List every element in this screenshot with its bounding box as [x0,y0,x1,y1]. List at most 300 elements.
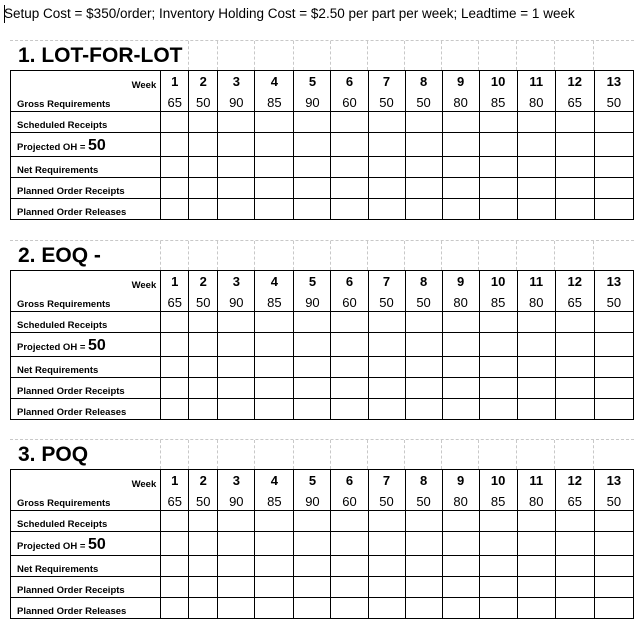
planned-order-releases-cell[interactable] [479,199,517,220]
net-requirements-cell[interactable] [405,556,442,577]
scheduled-receipts-cell[interactable] [555,312,594,333]
net-requirements-cell[interactable] [479,157,517,178]
net-requirements-cell[interactable] [555,556,594,577]
planned-order-releases-cell[interactable] [442,199,479,220]
scheduled-receipts-cell[interactable] [594,112,633,133]
week-number: 6 [331,470,368,491]
planned-order-receipts-cell[interactable] [442,378,479,399]
gross-requirement-cell: 80 [517,91,555,112]
planned-order-receipts-cell[interactable] [218,178,255,199]
gross-requirement-cell: 80 [442,91,479,112]
scheduled-receipts-cell[interactable] [294,511,331,532]
planned-order-receipts-cell[interactable] [479,577,517,598]
net-requirements-cell[interactable] [594,556,633,577]
scheduled-receipts-cell[interactable] [368,312,405,333]
planned-order-receipts-cell[interactable] [405,378,442,399]
week-number: 11 [517,71,555,92]
week-number: 11 [517,470,555,491]
net-requirements-cell[interactable] [594,157,633,178]
planned-order-receipts-label: Planned Order Receipts [11,577,161,598]
projected-oh-label-text: Projected OH = [17,541,89,552]
week-number: 2 [189,271,218,292]
scheduled-receipts-cell[interactable] [594,511,633,532]
projected-on-hand-cell[interactable] [189,133,218,157]
gross-requirements-label: Gross Requirements [11,490,161,511]
net-requirements-cell[interactable] [218,556,255,577]
projected-on-hand-cell[interactable] [331,333,368,357]
planned-order-releases-cell[interactable] [442,598,479,619]
section-title: 2. EOQ - [18,241,105,270]
planned-order-receipts-cell[interactable] [161,577,189,598]
scheduled-receipts-cell[interactable] [189,112,218,133]
week-number: 8 [405,470,442,491]
projected-on-hand-cell[interactable] [517,133,555,157]
planned-order-receipts-cell[interactable] [294,577,331,598]
mrp-section-3 [10,439,634,619]
net-requirements-cell[interactable] [294,357,331,378]
section-title: 3. POQ [18,440,92,469]
week-number: 8 [405,271,442,292]
projected-on-hand-cell[interactable] [218,333,255,357]
planned-order-releases-cell[interactable] [517,598,555,619]
gross-requirement-cell: 50 [405,291,442,312]
gross-requirement-cell: 50 [405,91,442,112]
net-requirements-cell[interactable] [442,556,479,577]
planned-order-releases-cell[interactable] [442,399,479,420]
planned-order-releases-cell[interactable] [294,199,331,220]
planned-order-receipts-cell[interactable] [517,178,555,199]
planned-order-releases-cell[interactable] [517,199,555,220]
scheduled-receipts-label: Scheduled Receipts [11,312,161,333]
planned-order-releases-cell[interactable] [218,399,255,420]
scheduled-receipts-cell[interactable] [255,112,294,133]
gross-requirement-cell: 65 [555,91,594,112]
net-requirements-cell[interactable] [331,157,368,178]
planned-order-releases-cell[interactable] [255,399,294,420]
week-number: 4 [255,470,294,491]
projected-on-hand-cell[interactable] [161,133,189,157]
net-requirements-cell[interactable] [555,357,594,378]
projected-on-hand-cell[interactable] [479,532,517,556]
week-number: 5 [294,470,331,491]
week-number: 1 [161,271,189,292]
planned-order-receipts-cell[interactable] [189,378,218,399]
planned-order-receipts-cell[interactable] [368,178,405,199]
section-title: 1. LOT-FOR-LOT [18,41,186,70]
projected-on-hand-cell[interactable] [405,333,442,357]
gross-requirement-cell: 80 [517,291,555,312]
planned-order-receipts-cell[interactable] [594,577,633,598]
week-number: 2 [189,470,218,491]
projected-on-hand-label [11,333,161,357]
planned-order-receipts-cell[interactable] [218,577,255,598]
scheduled-receipts-cell[interactable] [517,312,555,333]
projected-on-hand-cell[interactable] [368,133,405,157]
net-requirements-cell[interactable] [594,357,633,378]
net-requirements-cell[interactable] [555,157,594,178]
net-requirements-cell[interactable] [479,357,517,378]
projected-on-hand-cell[interactable] [294,333,331,357]
scheduled-receipts-cell[interactable] [331,511,368,532]
planned-order-releases-label: Planned Order Releases [11,598,161,619]
week-number: 4 [255,271,294,292]
scheduled-receipts-cell[interactable] [442,511,479,532]
planned-order-receipts-label: Planned Order Receipts [11,378,161,399]
planned-order-releases-cell[interactable] [479,598,517,619]
net-requirements-cell[interactable] [368,556,405,577]
gross-requirement-cell: 80 [442,490,479,511]
planned-order-releases-cell[interactable] [479,399,517,420]
gross-requirement-cell: 85 [255,91,294,112]
planned-order-receipts-cell[interactable] [331,178,368,199]
gross-requirement-cell: 50 [594,490,633,511]
net-requirements-cell[interactable] [189,556,218,577]
mrp-table [10,469,634,619]
net-requirements-cell[interactable] [189,357,218,378]
projected-on-hand-cell[interactable] [161,333,189,357]
gross-requirement-cell: 50 [368,91,405,112]
mrp-table [10,70,634,220]
week-label: Week [11,470,161,491]
net-requirements-cell[interactable] [479,556,517,577]
projected-on-hand-cell[interactable] [218,133,255,157]
projected-on-hand-cell[interactable] [555,133,594,157]
projected-on-hand-cell[interactable] [479,333,517,357]
planned-order-receipts-cell[interactable] [479,178,517,199]
week-number: 8 [405,71,442,92]
planned-order-releases-cell[interactable] [555,598,594,619]
scheduled-receipts-cell[interactable] [255,312,294,333]
planned-order-releases-cell[interactable] [218,598,255,619]
gross-requirement-cell: 65 [555,291,594,312]
week-number: 12 [555,71,594,92]
planned-order-releases-cell[interactable] [189,598,218,619]
net-requirements-cell[interactable] [294,556,331,577]
gross-requirement-cell: 90 [294,91,331,112]
projected-on-hand-cell[interactable] [517,532,555,556]
scheduled-receipts-cell[interactable] [517,112,555,133]
week-number: 7 [368,470,405,491]
mrp-section-2 [10,240,634,420]
planned-order-receipts-cell[interactable] [594,178,633,199]
gross-requirement-cell: 90 [218,91,255,112]
projected-on-hand-cell[interactable] [594,133,633,157]
net-requirements-cell[interactable] [517,157,555,178]
gross-requirement-cell: 50 [594,291,633,312]
net-requirements-label: Net Requirements [11,556,161,577]
projected-on-hand-label [11,133,161,157]
net-requirements-cell[interactable] [218,357,255,378]
gross-requirement-cell: 50 [189,91,218,112]
gross-requirement-cell: 85 [479,291,517,312]
scheduled-receipts-cell[interactable] [479,312,517,333]
week-number: 2 [189,71,218,92]
scheduled-receipts-cell[interactable] [405,112,442,133]
week-number: 9 [442,271,479,292]
projected-on-hand-cell[interactable] [331,133,368,157]
gross-requirement-cell: 80 [517,490,555,511]
planned-order-receipts-cell[interactable] [555,178,594,199]
scheduled-receipts-cell[interactable] [331,112,368,133]
week-number: 5 [294,71,331,92]
mrp-table [10,270,634,420]
initial-on-hand-value: 50 [88,536,106,553]
gross-requirement-cell: 65 [161,291,189,312]
week-number: 9 [442,470,479,491]
planned-order-releases-cell[interactable] [555,399,594,420]
planned-order-releases-cell[interactable] [405,399,442,420]
gross-requirement-cell: 85 [479,490,517,511]
scheduled-receipts-cell[interactable] [161,511,189,532]
scheduled-receipts-label: Scheduled Receipts [11,511,161,532]
planned-order-releases-cell[interactable] [189,199,218,220]
planned-order-releases-cell[interactable] [331,199,368,220]
planned-order-receipts-cell[interactable] [189,178,218,199]
section-title-bar [10,439,634,469]
planned-order-receipts-cell[interactable] [255,577,294,598]
week-number: 9 [442,71,479,92]
net-requirements-cell[interactable] [517,357,555,378]
net-requirements-label: Net Requirements [11,357,161,378]
mrp-section-1 [10,40,634,220]
planned-order-releases-cell[interactable] [255,199,294,220]
gross-requirement-cell: 50 [189,291,218,312]
setup-cost-header: Setup Cost = $350/order; Inventory Holding Cost = $2.50 per part per week; Leadtime = 1 week [4,6,575,21]
projected-on-hand-cell[interactable] [294,532,331,556]
scheduled-receipts-cell[interactable] [368,511,405,532]
net-requirements-cell[interactable] [331,556,368,577]
net-requirements-cell[interactable] [405,357,442,378]
initial-on-hand-value: 50 [88,137,106,154]
planned-order-releases-cell[interactable] [594,399,633,420]
planned-order-releases-cell[interactable] [218,199,255,220]
week-number: 1 [161,470,189,491]
scheduled-receipts-cell[interactable] [405,511,442,532]
net-requirements-cell[interactable] [442,357,479,378]
planned-order-releases-cell[interactable] [405,598,442,619]
planned-order-receipts-cell[interactable] [255,178,294,199]
planned-order-receipts-cell[interactable] [555,577,594,598]
scheduled-receipts-cell[interactable] [517,511,555,532]
net-requirements-cell[interactable] [255,357,294,378]
projected-on-hand-cell[interactable] [368,532,405,556]
net-requirements-cell[interactable] [161,157,189,178]
gross-requirement-cell: 50 [405,490,442,511]
gross-requirement-cell: 60 [331,490,368,511]
scheduled-receipts-cell[interactable] [442,112,479,133]
planned-order-receipts-cell[interactable] [368,577,405,598]
net-requirements-cell[interactable] [161,357,189,378]
week-number: 3 [218,271,255,292]
projected-on-hand-cell[interactable] [479,133,517,157]
projected-on-hand-cell[interactable] [255,333,294,357]
scheduled-receipts-cell[interactable] [161,112,189,133]
gross-requirements-label: Gross Requirements [11,91,161,112]
gross-requirement-cell: 90 [218,291,255,312]
week-label: Week [11,271,161,292]
net-requirements-cell[interactable] [405,157,442,178]
planned-order-receipts-cell[interactable] [368,378,405,399]
projected-on-hand-cell[interactable] [442,333,479,357]
gross-requirement-cell: 90 [294,291,331,312]
projected-on-hand-cell[interactable] [555,333,594,357]
week-number: 12 [555,271,594,292]
planned-order-receipts-cell[interactable] [189,577,218,598]
week-number: 7 [368,71,405,92]
net-requirements-cell[interactable] [218,157,255,178]
net-requirements-cell[interactable] [368,357,405,378]
planned-order-releases-cell[interactable] [555,199,594,220]
planned-order-receipts-cell[interactable] [255,378,294,399]
projected-on-hand-cell[interactable] [331,532,368,556]
projected-on-hand-cell[interactable] [405,133,442,157]
planned-order-releases-cell[interactable] [255,598,294,619]
projected-on-hand-cell[interactable] [294,133,331,157]
projected-on-hand-cell[interactable] [594,532,633,556]
planned-order-receipts-cell[interactable] [405,178,442,199]
week-number: 3 [218,470,255,491]
projected-on-hand-cell[interactable] [189,532,218,556]
planned-order-receipts-cell[interactable] [294,378,331,399]
gross-requirement-cell: 60 [331,291,368,312]
planned-order-receipts-cell[interactable] [442,577,479,598]
projected-on-hand-cell[interactable] [405,532,442,556]
scheduled-receipts-cell[interactable] [479,511,517,532]
scheduled-receipts-cell[interactable] [555,112,594,133]
planned-order-releases-cell[interactable] [161,399,189,420]
week-number: 4 [255,71,294,92]
planned-order-releases-cell[interactable] [368,399,405,420]
net-requirements-cell[interactable] [331,357,368,378]
planned-order-releases-cell[interactable] [161,199,189,220]
scheduled-receipts-cell[interactable] [294,312,331,333]
scheduled-receipts-cell[interactable] [368,112,405,133]
planned-order-releases-cell[interactable] [368,598,405,619]
gross-requirement-cell: 85 [479,91,517,112]
projected-on-hand-cell[interactable] [442,133,479,157]
gross-requirement-cell: 80 [442,291,479,312]
scheduled-receipts-cell[interactable] [161,312,189,333]
planned-order-releases-cell[interactable] [517,399,555,420]
planned-order-receipts-label: Planned Order Receipts [11,178,161,199]
planned-order-releases-cell[interactable] [294,399,331,420]
gross-requirement-cell: 50 [189,490,218,511]
scheduled-receipts-cell[interactable] [218,511,255,532]
net-requirements-cell[interactable] [161,556,189,577]
scheduled-receipts-cell[interactable] [218,312,255,333]
planned-order-receipts-cell[interactable] [161,378,189,399]
projected-on-hand-cell[interactable] [517,333,555,357]
planned-order-receipts-cell[interactable] [517,577,555,598]
scheduled-receipts-cell[interactable] [555,511,594,532]
initial-on-hand-value: 50 [88,337,106,354]
section-title-bar [10,240,634,270]
scheduled-receipts-cell[interactable] [442,312,479,333]
week-number: 7 [368,271,405,292]
section-title-bar [10,40,634,70]
planned-order-receipts-cell[interactable] [218,378,255,399]
scheduled-receipts-cell[interactable] [331,312,368,333]
planned-order-releases-cell[interactable] [294,598,331,619]
projected-on-hand-cell[interactable] [218,532,255,556]
net-requirements-cell[interactable] [294,157,331,178]
net-requirements-cell[interactable] [255,157,294,178]
planned-order-releases-cell[interactable] [331,598,368,619]
scheduled-receipts-cell[interactable] [479,112,517,133]
projected-on-hand-cell[interactable] [368,333,405,357]
scheduled-receipts-cell[interactable] [405,312,442,333]
week-number: 11 [517,271,555,292]
week-number: 3 [218,71,255,92]
planned-order-releases-cell[interactable] [594,598,633,619]
week-number: 13 [594,71,633,92]
net-requirements-cell[interactable] [517,556,555,577]
week-number: 13 [594,271,633,292]
week-number: 6 [331,271,368,292]
planned-order-receipts-cell[interactable] [594,378,633,399]
planned-order-receipts-cell[interactable] [555,378,594,399]
projected-on-hand-cell[interactable] [442,532,479,556]
planned-order-receipts-cell[interactable] [294,178,331,199]
projected-on-hand-cell[interactable] [255,133,294,157]
planned-order-releases-cell[interactable] [594,199,633,220]
scheduled-receipts-cell[interactable] [255,511,294,532]
net-requirements-cell[interactable] [255,556,294,577]
planned-order-releases-cell[interactable] [368,199,405,220]
gross-requirement-cell: 65 [555,490,594,511]
gross-requirement-cell: 90 [294,490,331,511]
gross-requirement-cell: 50 [368,291,405,312]
gross-requirement-cell: 50 [368,490,405,511]
net-requirements-cell[interactable] [368,157,405,178]
planned-order-receipts-cell[interactable] [442,178,479,199]
planned-order-receipts-cell[interactable] [161,178,189,199]
net-requirements-cell[interactable] [189,157,218,178]
planned-order-releases-cell[interactable] [161,598,189,619]
planned-order-receipts-cell[interactable] [331,378,368,399]
week-number: 5 [294,271,331,292]
projected-on-hand-cell[interactable] [161,532,189,556]
planned-order-releases-cell[interactable] [331,399,368,420]
gross-requirement-cell: 50 [594,91,633,112]
projected-on-hand-cell[interactable] [255,532,294,556]
scheduled-receipts-cell[interactable] [189,312,218,333]
week-number: 10 [479,71,517,92]
planned-order-releases-label: Planned Order Releases [11,199,161,220]
scheduled-receipts-cell[interactable] [594,312,633,333]
week-label: Week [11,71,161,92]
net-requirements-cell[interactable] [442,157,479,178]
projected-on-hand-cell[interactable] [189,333,218,357]
scheduled-receipts-cell[interactable] [189,511,218,532]
week-number: 10 [479,271,517,292]
planned-order-receipts-cell[interactable] [517,378,555,399]
planned-order-receipts-cell[interactable] [331,577,368,598]
planned-order-releases-label: Planned Order Releases [11,399,161,420]
scheduled-receipts-label: Scheduled Receipts [11,112,161,133]
gross-requirement-cell: 85 [255,490,294,511]
projected-on-hand-cell[interactable] [555,532,594,556]
planned-order-releases-cell[interactable] [189,399,218,420]
planned-order-receipts-cell[interactable] [405,577,442,598]
scheduled-receipts-cell[interactable] [294,112,331,133]
planned-order-receipts-cell[interactable] [479,378,517,399]
scheduled-receipts-cell[interactable] [218,112,255,133]
gross-requirement-cell: 65 [161,91,189,112]
net-requirements-label: Net Requirements [11,157,161,178]
projected-on-hand-cell[interactable] [594,333,633,357]
planned-order-releases-cell[interactable] [405,199,442,220]
